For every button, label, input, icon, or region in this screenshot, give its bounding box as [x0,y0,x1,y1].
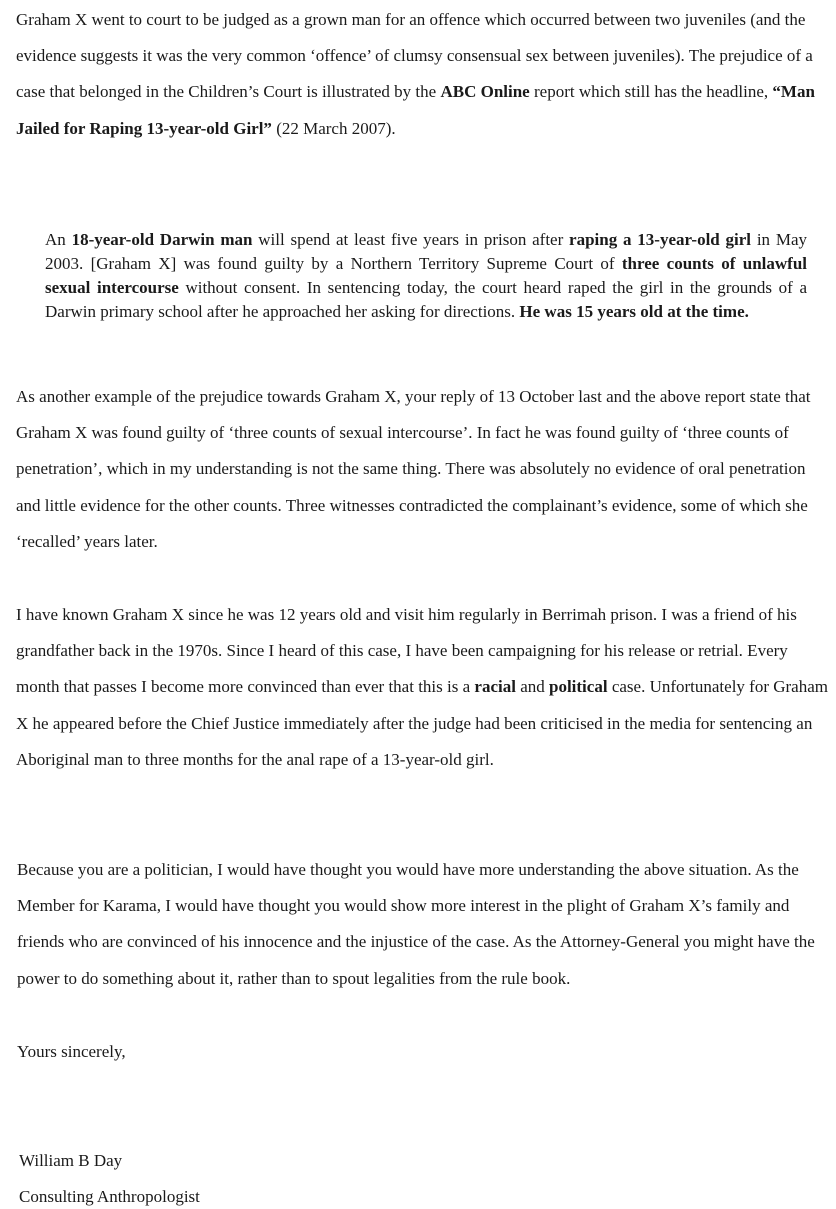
paragraph-acquaintance: I have known Graham X since he was 12 years old and visit him regularly in Berrimah prison. I was a friend of his grandfather back in the 1970s. Since I heard of this case, I have been campaigning for his release or retrial. Every month that passes I become more convinced than ever that this is a racial and political case. Unfortunately for Graham X he appeared before the Chief Justice immediately after the judge had been criticised in the media for sentencing an Aboriginal man to three months for the anal rape of a 13-year-old girl. [16,605,828,769]
signature-title: Consulting Anthropologist [19,1187,200,1206]
headline-quote: “Man Jailed for Raping 13-year-old Girl” [16,82,815,138]
paragraph-court-case: Graham X went to court to be judged as a grown man for an offence which occurred between two juveniles (and the evidence suggests it was the very common ‘offence’ of clumsy consensual sex between juveniles). The prejudice of a case that belonged in the Children’s Court is illustrated by the ABC Online report which still has the headline, “Man Jailed for Raping 13-year-old Girl” (22 March 2007). [16,10,815,138]
blockquote-report: An 18-year-old Darwin man will spend at least five years in prison after raping a 13-year-old girl in May 2003. [Graham X] was found guilty by a Northern Territory Supreme Court of three counts of unlawful sexual intercourse without consent. In sentencing today, the court heard raped the girl in the grounds of a Darwin primary school after he approached her asking for directions. He was 15 years old at the time. [45,230,808,321]
paragraph-politician: Because you are a politician, I would have thought you would have more understanding the above situation. As the Member for Karama, I would have thought you would show more interest in the plight of Graham X’s family and friends who are convinced of his innocence and the injustice of the case. As the Attorney-General you might have the power to do something about it, rather than to spout legalities from the rule book. [17,860,815,988]
paragraph-prejudice: As another example of the prejudice towards Graham X, your reply of 13 October last and the above report state that Graham X was found guilty of ‘three counts of sexual intercourse’. In fact he was found guilty of ‘three counts of penetration’, which in my understanding is not the same thing. There was absolutely no evidence of oral penetration and little evidence for the other counts. Three witnesses contradicted the complainant’s evidence, some of which she ‘recalled’ years later. [16,387,811,551]
abc-online-ref: ABC Online [440,82,530,102]
signature-name: William B Day [19,1151,123,1170]
closing-salutation: Yours sincerely, [17,1042,126,1061]
